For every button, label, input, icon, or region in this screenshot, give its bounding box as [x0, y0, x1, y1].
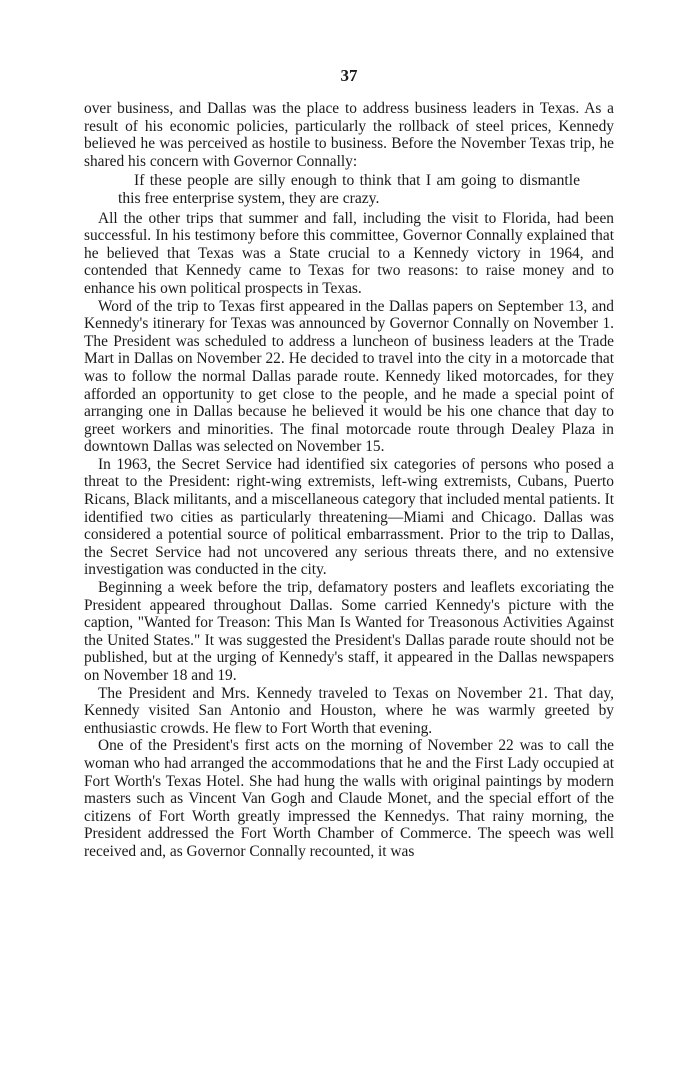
page-number: 37	[340, 66, 358, 85]
paragraph-fort-worth-morning: One of the President's first acts on the morning of November 22 was to call the woman who had arranged the accommodations that he and the First Lady occupied at Fort Worth's Texas Hotel. She had hung the walls with original paintings by modern masters such as Vincent Van Gogh and Claude Monet, and the special effort of the citizens of Fort Worth greatly impressed the Kennedys. That rainy morning, the President addressed the Fort Worth Chamber of Commerce. The speech was well received and, as Governor Connally recounted, it was	[84, 737, 614, 860]
paragraph-secret-service: In 1963, the Secret Service had identified six categories of persons who posed a threat to the President: right-wing extremists, left-wing extremists, Cubans, Puerto Ricans, Black militants, and a miscellaneous category that included mental patients. It identified two cities as particularly threatening—Miami and Chicago. Dallas was considered a potential source of political embarrassment. Prior to the trip to Dallas, the Secret Service had not uncovered any serious threats there, and no extensive investigation was conducted in the city.	[84, 455, 614, 579]
paragraph-defamatory-posters: Beginning a week before the trip, defamatory posters and leaflets excoriating the President appeared throughout Dallas. Some carried Kennedy's picture with the caption, "Wanted for Treason: This Man Is Wanted for Treasonous Activities Against the United States." It was suggested the President's Dallas parade route should not be published, but at the urging of Kennedy's staff, it appeared in the Dallas newspapers on November 18 and 19.	[84, 579, 614, 684]
document-page	[84, 66, 614, 861]
paragraph-trip-announcement: Word of the trip to Texas first appeared in the Dallas papers on September 13, and Kennedy's itinerary for Texas was announced by Governor Connally on November 1. The President was scheduled to address a luncheon of business leaders at the Trade Mart in Dallas on November 22. He decided to travel into the city in a motorcade that was to follow the normal Dallas parade route. Kennedy liked motorcades, for they afforded an opportunity to get close to the people, and he made a special point of arranging one in Dallas because he believed it would be his one chance that day to greet workers and minorities. The final motorcade route through Dealey Plaza in downtown Dallas was selected on November 15.	[84, 297, 614, 456]
block-quote-kennedy: If these people are silly enough to think that I am going to dismantle this free enterprise system, they are crazy.	[118, 172, 580, 207]
paragraph-connally-testimony: All the other trips that summer and fall, including the visit to Florida, had been successful. In his testimony before this committee, Governor Connally explained that he believed that Texas was a State crucial to a Kennedy victory in 1964, and contended that Kennedy came to Texas for two reasons: to raise money and to enhance his own political prospects in Texas.	[84, 209, 614, 297]
paragraph-texas-arrival: The President and Mrs. Kennedy traveled to Texas on November 21. That day, Kennedy visited San Antonio and Houston, where he was warmly greeted by enthusiastic crowds. He flew to Fort Worth that evening.	[84, 684, 614, 737]
paragraph-business-concern: over business, and Dallas was the place to address business leaders in Texas. As a result of his economic policies, particularly the rollback of steel prices, Kennedy believed he was perceived as hostile to business. Before the November Texas trip, he shared his concern with Governor Connally:	[84, 100, 614, 170]
